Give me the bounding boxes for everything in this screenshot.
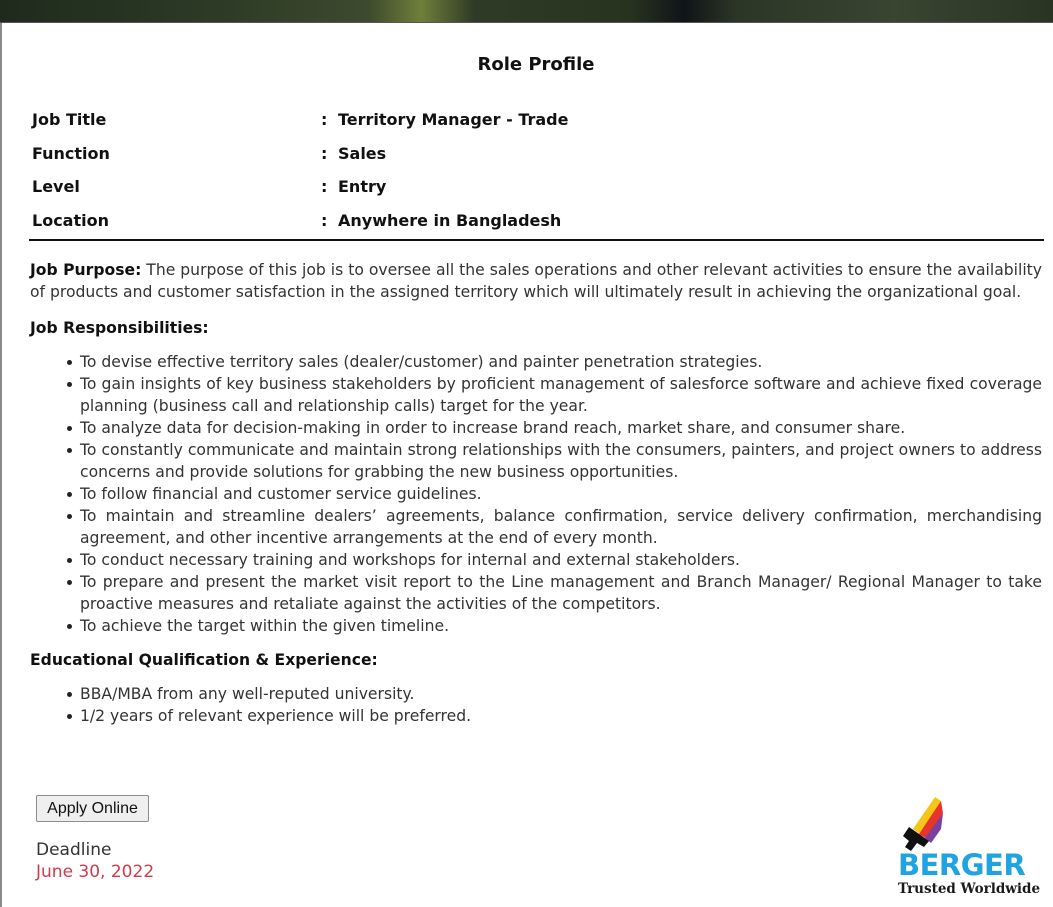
responsibilities-heading: Job Responsibilities: (30, 319, 209, 337)
info-key: Job Title (32, 110, 107, 130)
info-colon: : (321, 177, 328, 197)
role-info-table (32, 103, 568, 237)
info-value: Territory Manager - Trade (338, 110, 569, 130)
list-item: To achieve the target within the given timeline. (80, 615, 1042, 637)
job-purpose-text: The purpose of this job is to oversee all the sales operations and other relevant activities to ensure the availability of products and customer satisfaction in the assigned territory which will ultimately result in achieving the organizational goal. (30, 261, 1042, 301)
deadline-date: June 30, 2022 (36, 862, 155, 882)
deadline-label: Deadline (36, 840, 112, 860)
header-photo-strip (0, 0, 1053, 23)
job-purpose-label: Job Purpose: (30, 261, 142, 279)
qualifications-heading: Educational Qualification & Experience: (30, 651, 378, 669)
info-row-location (32, 204, 568, 238)
info-row-level (32, 170, 568, 204)
qualifications-list (30, 683, 1042, 727)
page-title: Role Profile (477, 54, 595, 75)
info-row-function (32, 137, 568, 171)
list-item: To conduct necessary training and workshops for internal and external stakeholders. (80, 549, 1042, 571)
section-divider (29, 239, 1044, 241)
paint-brush-icon (897, 795, 943, 855)
job-description (30, 259, 1042, 739)
info-key: Function (32, 143, 110, 163)
berger-logo (895, 793, 1040, 903)
job-posting-page (0, 23, 1053, 907)
info-colon: : (321, 143, 328, 163)
job-purpose (30, 259, 1042, 303)
list-item: 1/2 years of relevant experience will be preferred. (80, 705, 1042, 727)
list-item: To prepare and present the market visit report to the Line management and Branch Manager/ Regional Manager to take proactive measures and retaliate against the activities of the competitors. (80, 573, 1042, 613)
list-item: To gain insights of key business stakeholders by proficient management of salesforce software and achieve fixed coverage planning (business call and relationship calls) target for the year. (80, 375, 1042, 415)
info-value: Sales (338, 143, 387, 163)
info-colon: : (321, 210, 328, 230)
info-key: Location (32, 210, 109, 230)
logo-brand: BERGER (898, 848, 1026, 882)
info-key: Level (32, 177, 80, 197)
list-item: To devise effective territory sales (dealer/customer) and painter penetration strategies. (80, 351, 1042, 373)
list-item: To follow financial and customer service guidelines. (80, 483, 1042, 505)
list-item: BBA/MBA from any well-reputed university. (80, 683, 1042, 705)
list-item: To analyze data for decision-making in order to increase brand reach, market share, and consumer share. (80, 417, 1042, 439)
info-value: Anywhere in Bangladesh (338, 210, 562, 230)
apply-online-button[interactable]: Apply Online (36, 795, 149, 822)
list-item: To maintain and streamline dealers’ agreements, balance confirmation, service delivery confirmation, merchandising agreement, and other incentive arrangements at the end of every month. (80, 507, 1042, 547)
list-item: To constantly communicate and maintain strong relationships with the consumers, painters, and project owners to address concerns and provide solutions for grabbing the new business opportunities. (80, 441, 1042, 481)
info-row-job-title (32, 103, 568, 137)
logo-tagline: Trusted Worldwide (898, 881, 1041, 897)
responsibilities-list (30, 351, 1042, 637)
info-value: Entry (338, 177, 387, 197)
info-colon: : (321, 110, 328, 130)
